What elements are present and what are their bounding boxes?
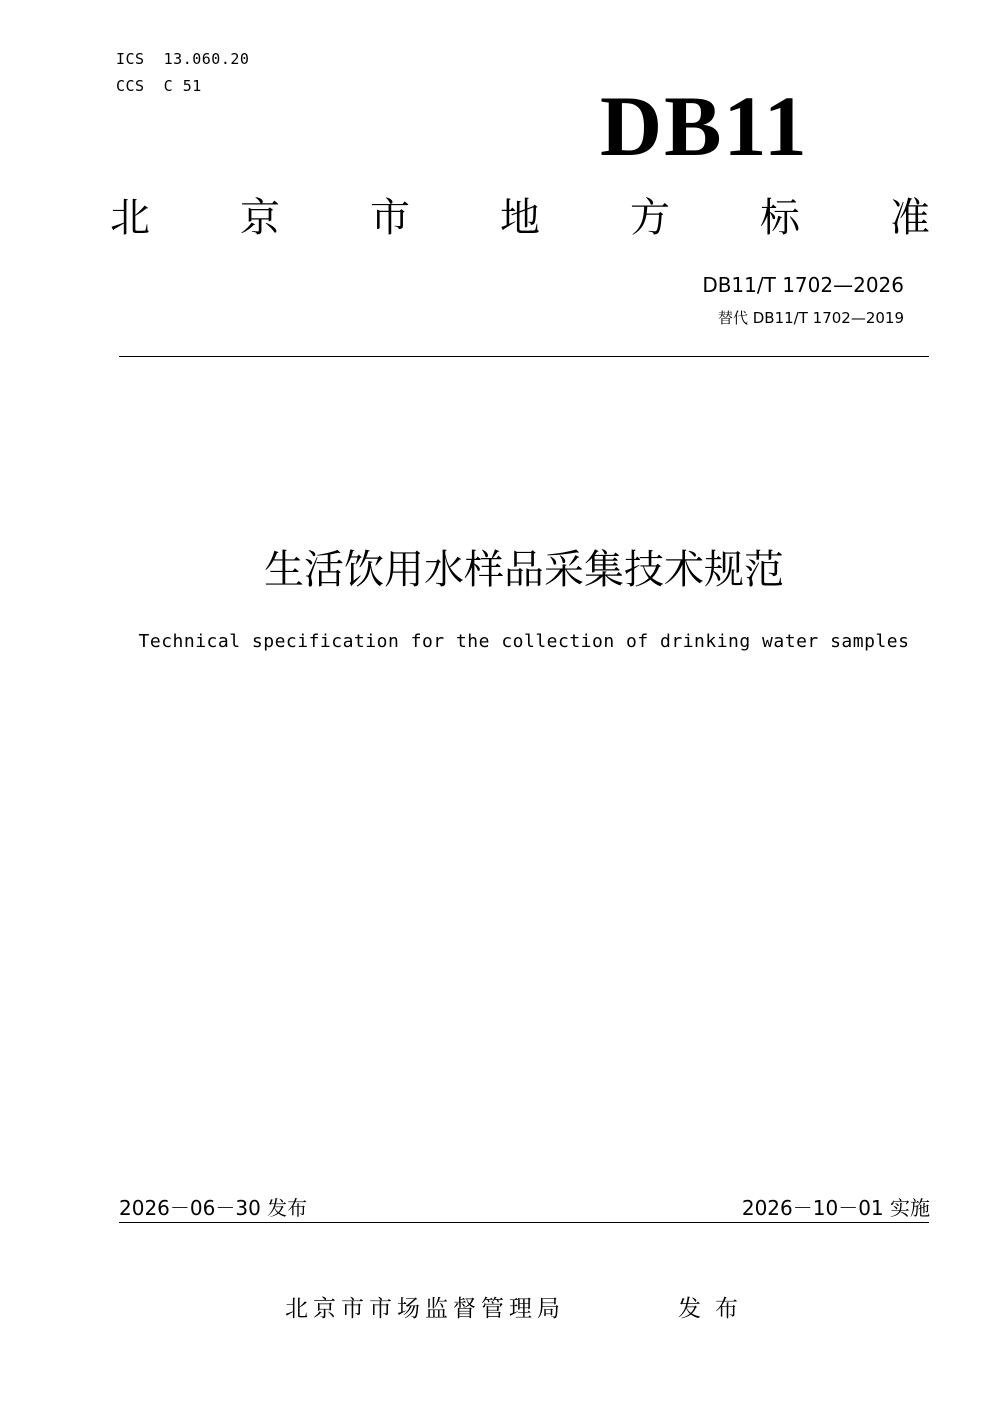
standard-type-char: 市 xyxy=(370,195,410,241)
ccs-code: CCS C 51 xyxy=(116,77,202,95)
footer-divider xyxy=(119,1222,929,1223)
standard-type-char: 标 xyxy=(760,195,800,241)
standard-number: DB11/T 1702—2026 xyxy=(702,273,904,297)
standard-type-char: 地 xyxy=(500,195,540,241)
issue-date: 2026－06－30 发布 xyxy=(119,1196,308,1220)
standard-type-char: 北 xyxy=(110,195,150,241)
standard-type-char: 京 xyxy=(240,195,280,241)
standard-type-char: 方 xyxy=(630,195,670,241)
standard-code-logo: DB11 xyxy=(600,78,809,174)
implementation-date: 2026－10－01 实施 xyxy=(741,1196,930,1220)
publish-label: 发布 xyxy=(678,1296,752,1322)
document-title-english: Technical specification for the collection of drinking water samples xyxy=(138,631,910,652)
standard-type-char: 准 xyxy=(890,195,930,241)
header-divider xyxy=(119,356,929,357)
publisher-name: 北京市市场监督管理局 xyxy=(285,1296,565,1322)
replaced-standard: 替代 DB11/T 1702—2019 xyxy=(717,309,904,327)
document-title-chinese: 生活饮用水样品采集技术规范 xyxy=(264,547,784,593)
ics-code: ICS 13.060.20 xyxy=(116,50,250,68)
standard-type-heading xyxy=(110,190,930,246)
